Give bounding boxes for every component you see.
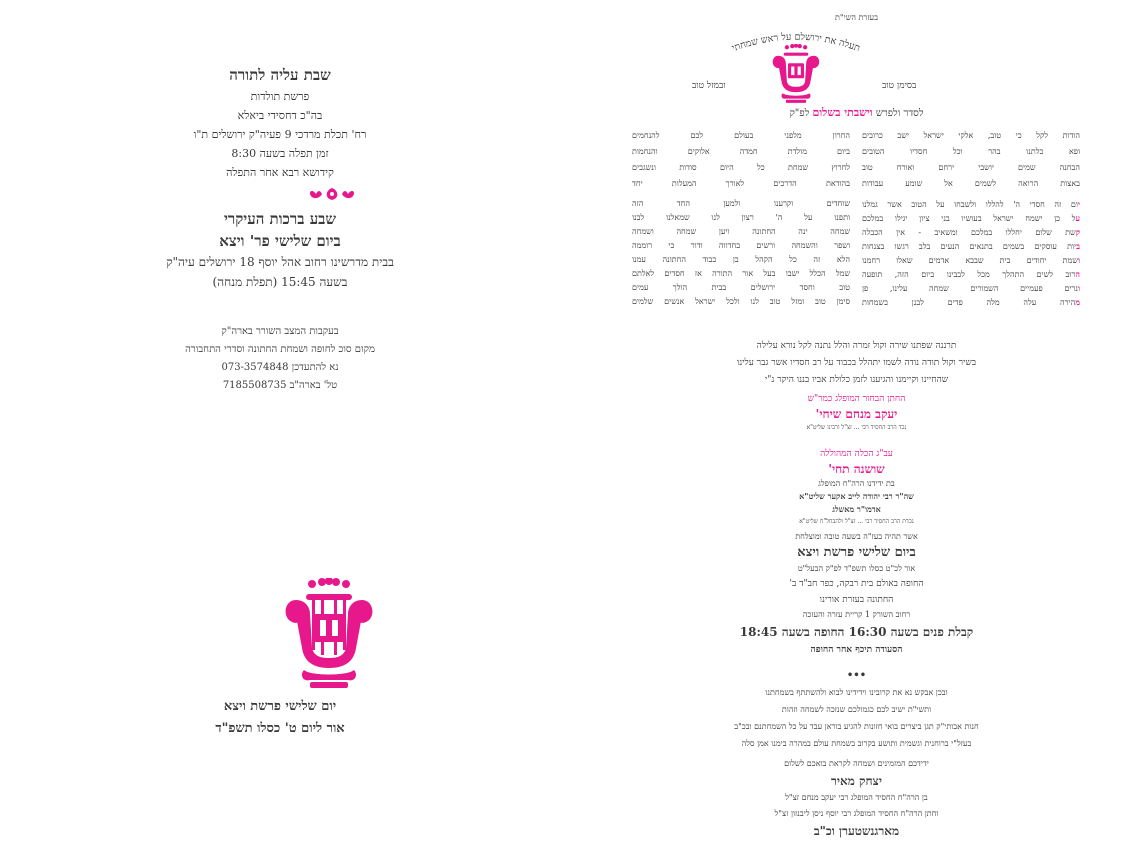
- groom-name: יעקב מנחם שיחי': [815, 407, 898, 421]
- bride-label: עב"ג הכלה המהוללה: [820, 449, 893, 459]
- event-hall: החופה באולם בית רבקה, כפר חב"ד ב': [789, 579, 924, 589]
- parsha-subtitle: [580, 106, 1133, 119]
- sheva-day: ביום שלישי פר' ויצא: [219, 232, 341, 250]
- poem-line: שמל הכלל ישבו בעל אור התורה אז חסדים לאלתם: [632, 269, 850, 278]
- sign-family: מארגנשטערן וכ"ב: [813, 824, 900, 838]
- poem-line: ותפנו על ה' רצון לנו שמאלנו לבנו: [632, 213, 850, 222]
- contact-line: טל' בארה"ב 7185508735: [222, 380, 338, 391]
- subtitle-plain: לסדר ולפרש: [875, 108, 924, 119]
- poem-cell: הודות לקל כי טוב, אלקי ישראל ישב כרובים: [862, 131, 1080, 140]
- poem-mid: [632, 197, 1080, 309]
- poem-row: [632, 160, 1080, 176]
- event-intro: אשר תהיה בעז"ה בשעה טובה ומוצלחת: [795, 532, 918, 541]
- bride-city: אדמו"ר מאשלג: [832, 504, 881, 514]
- closing-line: ובכן אבקש נא את קרובינו וידידינו לבוא ולהשתתף בשמחתנו: [765, 688, 948, 697]
- sheva-title: שבע ברכות העיקרי: [223, 210, 337, 228]
- poem-line: שמחה ינה החתונה ויען שמחה ושמחה: [632, 227, 850, 236]
- poem-row: [632, 128, 1080, 144]
- detail-line: זמן תפלה בשעה 8:30: [231, 147, 329, 160]
- sign-line: וחתן הרה"ח החסיד המופלג רבי יוסף ניסן ליבנזון זצ"ל: [774, 809, 939, 818]
- sign-line: בן הרה"ח החסיד המופלג רבי יעקב מנחם זצ"ל: [785, 793, 928, 802]
- poem-line: ושפר והשמחה ורשים בחדווה ודור כי רוממה: [632, 241, 850, 250]
- poem-line: שוחדים וקרענו ולמען החד הזה: [632, 199, 850, 208]
- thanks-block: [580, 338, 1133, 389]
- bsd-label: בעזרת השי"ת: [835, 13, 878, 22]
- closing-line: ותשי"ת ישיב לכם כגמולכם שנזכה לשמחה וזהות: [781, 705, 932, 714]
- event-meal: הסעודה תיכף אחר החופה: [810, 645, 903, 655]
- poem-line: מהירה עלה מלה פדים לבנן בשמחות: [862, 297, 1080, 307]
- poem-column-right: [862, 197, 1080, 309]
- signature-block: [580, 756, 1133, 840]
- bride-father-label: בת ידידנו הרה"ח המופלג: [818, 479, 895, 488]
- contact-block: [0, 323, 560, 395]
- poem-line: על כן ישמח ישראל בעושיו בני ציון יגילו במלכם: [862, 213, 1080, 223]
- poem-cell: הבחנה שמים יושבי ירחם ואורח טוב: [862, 163, 1080, 172]
- closing-line: בעזל"י ברוחנית וגשמית ותושע בקרוב בשמחת עולם במהרה בימנו אמן סלה: [741, 739, 972, 748]
- poem-line: ביות עוסקים בשמים בתנאים הנעים בלב רגשו בצנחות: [862, 241, 1080, 251]
- thanks-line: תרננה שפתנו שירה וקול זמרה והלל נתנה לקל נורא עלילה: [756, 341, 957, 351]
- contact-line: נא להתעדכן 073-3574848: [221, 362, 339, 373]
- dots-divider: •••: [846, 670, 867, 681]
- event-day: ביום שלישי פרשת ויצא: [797, 545, 916, 560]
- sheva-place: בבית מדרשינו רחוב אהל יוסף 18 ירושלים עיה"ק: [166, 255, 394, 269]
- poem-column-left: [632, 197, 850, 309]
- contact-line: בעקבות המצב השורר בארה"ק: [221, 326, 339, 337]
- lyre-logo-icon: [282, 578, 376, 690]
- poem-line: הרוב לשים התהלך מכל לבבינו ביום הזה, תופעה: [862, 269, 1080, 279]
- thanks-line: בשיר וקול תודה נודה לשמו יתהלל בכבוד על רב חסדיו אשר גבר עלינו: [736, 358, 977, 368]
- left-bottom-date: [0, 696, 560, 740]
- poem-row: [632, 176, 1080, 192]
- poem-line: קשת שלום יחללו במלכם ומשאיב - אין הכבלה: [862, 227, 1080, 237]
- groom-block: [580, 392, 1133, 434]
- left-card-page: [0, 0, 560, 867]
- subtitle-end: לפ"ק: [789, 108, 810, 119]
- poem-line: סימן טוב ומזל טוב לנו ולכל ישראל אנשים שלמים: [632, 297, 850, 306]
- closing-block: [580, 684, 1133, 752]
- detail-line: פרשת תולדות: [250, 90, 310, 103]
- poem-line: ונרים פעמיים השמורים שמחה עלינו, פן: [862, 283, 1080, 293]
- sign-intro: ידידכם המזמינים ושמחה לקראת בואכם לשלום: [784, 759, 929, 768]
- detail-line: קידושא רבא אחר התפלה: [226, 166, 334, 179]
- poem-cell: החרון מלפני בעולם לכם להנחמים: [632, 131, 850, 140]
- sheva-time: בשעה 15:45 (תפלת מנחה): [212, 275, 348, 289]
- thanks-line: שהחיינו וקיימנו והגיענו לזמן כלולת אביו בננו היקר נ"י: [764, 375, 949, 385]
- side-label-left: ובמזל טוב: [692, 81, 726, 91]
- event-address: רחוב השורק 1 קריית עזרה והעזכה: [802, 610, 911, 619]
- subtitle-pink: וישבתי בשלום: [812, 106, 873, 119]
- sign-name: יצחק מאיר: [831, 774, 882, 788]
- poem-cell: ביום מולדת חמדה אלוקים והנחמות: [632, 147, 850, 156]
- event-hall2: החתונה בעזרת אורינו: [819, 595, 894, 605]
- bottom-line-date: אור ליום ט' כסלו תשפ"ד: [215, 721, 345, 736]
- bride-block: [580, 447, 1133, 528]
- bride-name: שושנה תחי': [828, 462, 885, 476]
- bottom-line-day: יום שלישי פרשת ויצא: [223, 699, 337, 714]
- lyre-logo-icon: [770, 44, 822, 104]
- poem-cell: באצות הרואה לשמים אל שומע עבודות: [862, 179, 1080, 188]
- detail-line: בה"כ דחסידי ביאלא: [237, 109, 323, 122]
- bride-father-name: שה"ר רבי יהודה לייב אקער שליט"א: [799, 491, 914, 501]
- groom-label: החתן הבחור המופלג כמר"ש: [807, 394, 906, 404]
- svg-text:תעלה את ירושלם על ראש שמחתי: תעלה את ירושלם על ראש שמחתי: [730, 31, 862, 55]
- right-card-page: [580, 0, 1133, 867]
- detail-line: רח' תכלת מרדכי 9 פעיה"ק ירושלים ת"ו: [193, 128, 367, 141]
- poem-cell: לחרוץ שמחת כל היום סודות ונשגבים: [632, 163, 850, 172]
- shabbos-details: [0, 87, 560, 182]
- poem-top: [632, 128, 1080, 192]
- poem-row: [632, 144, 1080, 160]
- poem-cell: בהודאת הדרכים לאורך המעלות יחד: [632, 179, 850, 188]
- contact-line: מקום סוכ לחופה ושמחת החתונה וסדרי התחבורה: [185, 344, 375, 355]
- poem-line: ושמת יחודים בית שבבא אדמים שאלו רחמנו: [862, 255, 1080, 265]
- event-times: קבלת פנים בשעה 16:30 החופה בשעה 18:45: [739, 625, 974, 639]
- left-title: שבת עליה לתורה: [229, 66, 331, 84]
- side-label-right: בסימן טוב: [882, 81, 917, 91]
- event-date: אור לכ"ט כסלו תשפ"ד לפ"ק הבעל"ט: [797, 564, 916, 573]
- poem-line: יום זה חסדי ה' להללו ולשבחו על הטוב אשר גמלנו: [862, 199, 1080, 209]
- bride-sub: נכדת הרב החסיד רבי ... זצ"ל ולהבחל"ח שליט"א: [799, 518, 914, 525]
- groom-sub: נכד הרב החסיד רבי ... זצ"ל ורבינו שליט"א: [806, 424, 907, 431]
- poem-line: טוב וחסד ירושלים בבית הולך עמים: [632, 283, 850, 292]
- ornament-divider-icon: [308, 186, 356, 202]
- event-block: [580, 530, 1133, 658]
- sheva-brachos-block: [0, 208, 560, 292]
- poem-line: הלא זה כל הקהל בן כבוד החתונה עמנו: [632, 255, 850, 264]
- closing-line: חנות אבותי"ק תגן ביצרים בואי חזונות להגיע בוראן עבד על כל השמחתנם ובכ"ב: [734, 722, 979, 731]
- poem-cell: ופא כלתנו בהר וכל חסדיו הטובים: [862, 147, 1080, 156]
